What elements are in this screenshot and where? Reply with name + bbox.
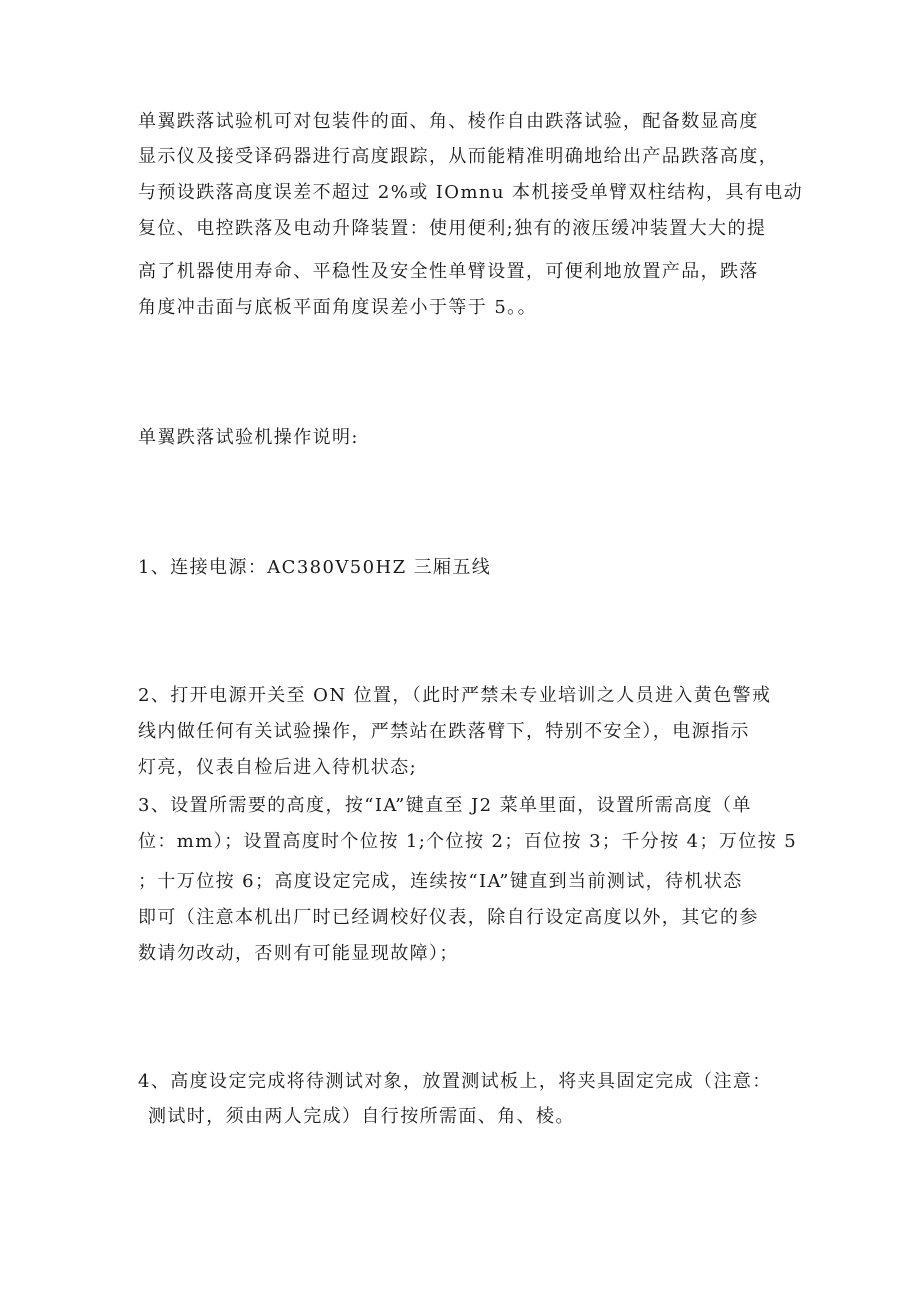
text-line: 复位、电控跌落及电动升降装置：使用便利;独有的液压缓冲装置大大的提 [138,218,767,239]
text-line: 4、高度设定完成将待测试对象，放置测试板上，将夹具固定完成（注意： [138,1071,772,1092]
text-line: ；十万位按 6；高度设定完成，连续按“IA”键直到当前测试，待机状态 [138,871,743,892]
text-line: 灯亮，仪表自检后进入待机状态; [138,757,418,778]
text-line: 线内做任何有关试验操作，严禁站在跌落臂下，特别不安全），电源指示 [138,721,750,742]
text-line: 1、连接电源：AC380V50HZ 三厢五线 [138,557,492,578]
text-line: 3、设置所需要的高度，按“IA”键直至 J2 菜单里面，设置所需高度（单 [138,795,752,816]
text-line: 测试时，须由两人完成）自行按所需面、角、棱。 [148,1106,575,1127]
section-heading: 单翼跌落试验机操作说明: [138,427,359,448]
text-line: 位：mm）；设置高度时个位按 1;个位按 2；百位按 3；千分按 4；万位按 5 [138,831,798,852]
text-line: 即可（注意本机出厂时已经调校好仪表，除自行设定高度以外，其它的参 [138,907,759,928]
text-line: 显示仪及接受译码器进行高度跟踪，从而能精准明确地给出产品跌落高度， [138,146,779,167]
text-line: 数请勿改动，否则有可能显现故障）； [138,943,459,964]
text-line: 高了机器使用寿命、平稳性及安全性单臂设置，可便利地放置产品，跌落 [138,261,759,282]
text-line: 单翼跌落试验机可对包装件的面、角、棱作自由跌落试验，配备数显高度 [138,111,759,132]
text-line: 角度冲击面与底板平面角度误差小于等于 5。。 [138,297,537,318]
text-line: 与预设跌落高度误差不超过 2%或 IOmnu 本机接受单臂双柱结构，具有电动 [138,182,804,203]
text-line: 2、打开电源开关至 ON 位置，（此时严禁未专业培训之人员进入黄色警戒 [138,685,772,706]
